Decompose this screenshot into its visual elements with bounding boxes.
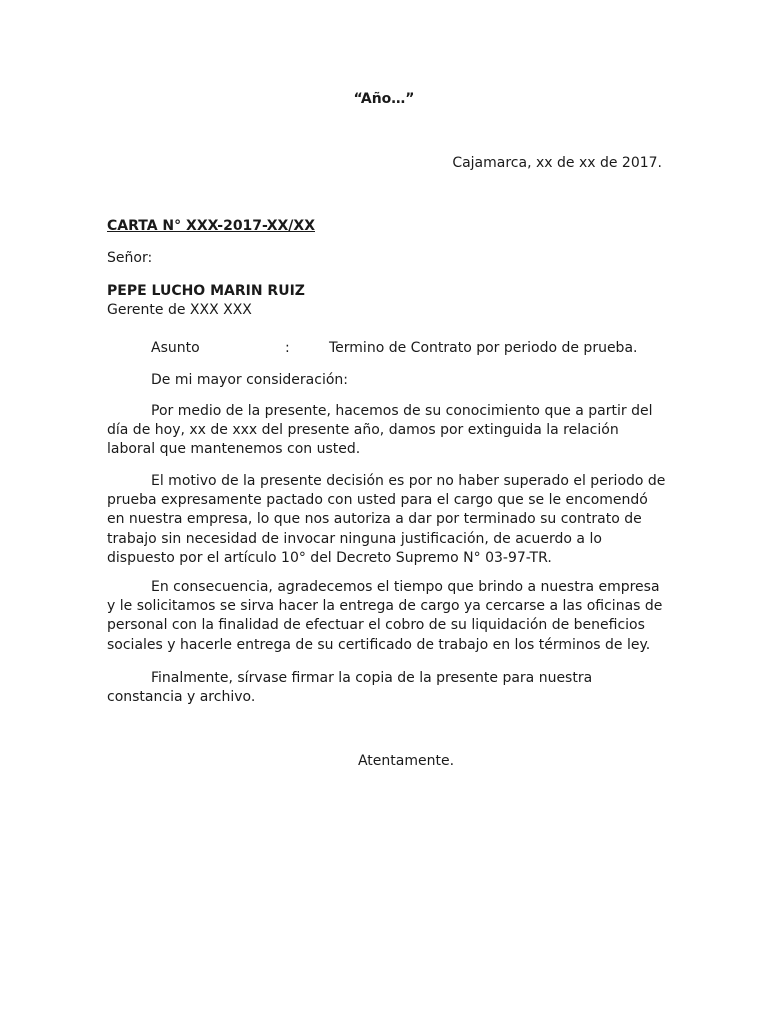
recipient-name: PEPE LUCHO MARIN RUIZ bbox=[107, 283, 305, 299]
recipient-title: Gerente de XXX XXX bbox=[107, 302, 252, 318]
subject-text: Termino de Contrato por periodo de prueba. bbox=[329, 340, 638, 356]
body-paragraph-3: En consecuencia, agradecemos el tiempo que brindo a nuestra empresa y le solicitamos se sirva hacer la entrega de cargo ya cercarse a las oficinas de personal con la finalidad de efectuar el cobro de su liquidación de beneficios sociales y hacerle entrega de su certificado de trabajo en los términos de ley. bbox=[107, 579, 663, 653]
subject-separator: : bbox=[285, 340, 290, 356]
body-paragraph-1: Por medio de la presente, hacemos de su conocimiento que a partir del día de hoy, xx de xxx del presente año, damos por extinguida la relación laboral que mantenemos con usted. bbox=[107, 403, 653, 458]
greeting: De mi mayor consideración: bbox=[151, 372, 348, 388]
place-and-date: Cajamarca, xx de xx de 2017. bbox=[452, 155, 662, 171]
letter-reference-number: CARTA N° XXX-2017-XX/XX bbox=[107, 218, 315, 234]
subject-label: Asunto bbox=[151, 340, 200, 356]
salutation: Señor: bbox=[107, 250, 153, 266]
body-paragraph-2: El motivo de la presente decisión es por no haber superado el periodo de prueba expresamente pactado con usted para el cargo que se le encomendó en nuestra empresa, lo que nos autoriza a dar por terminado su contrato de trabajo sin necesidad de invocar ninguna justificación, de acuerdo a lo dispuesto por el artículo 10° del Decreto Supremo N° 03-97-TR. bbox=[107, 473, 666, 566]
closing: Atentamente. bbox=[357, 753, 455, 769]
body-paragraph-4: Finalmente, sírvase firmar la copia de la presente para nuestra constancia y archivo. bbox=[107, 670, 593, 706]
letter-heading-year: “Año…” bbox=[353, 91, 415, 107]
